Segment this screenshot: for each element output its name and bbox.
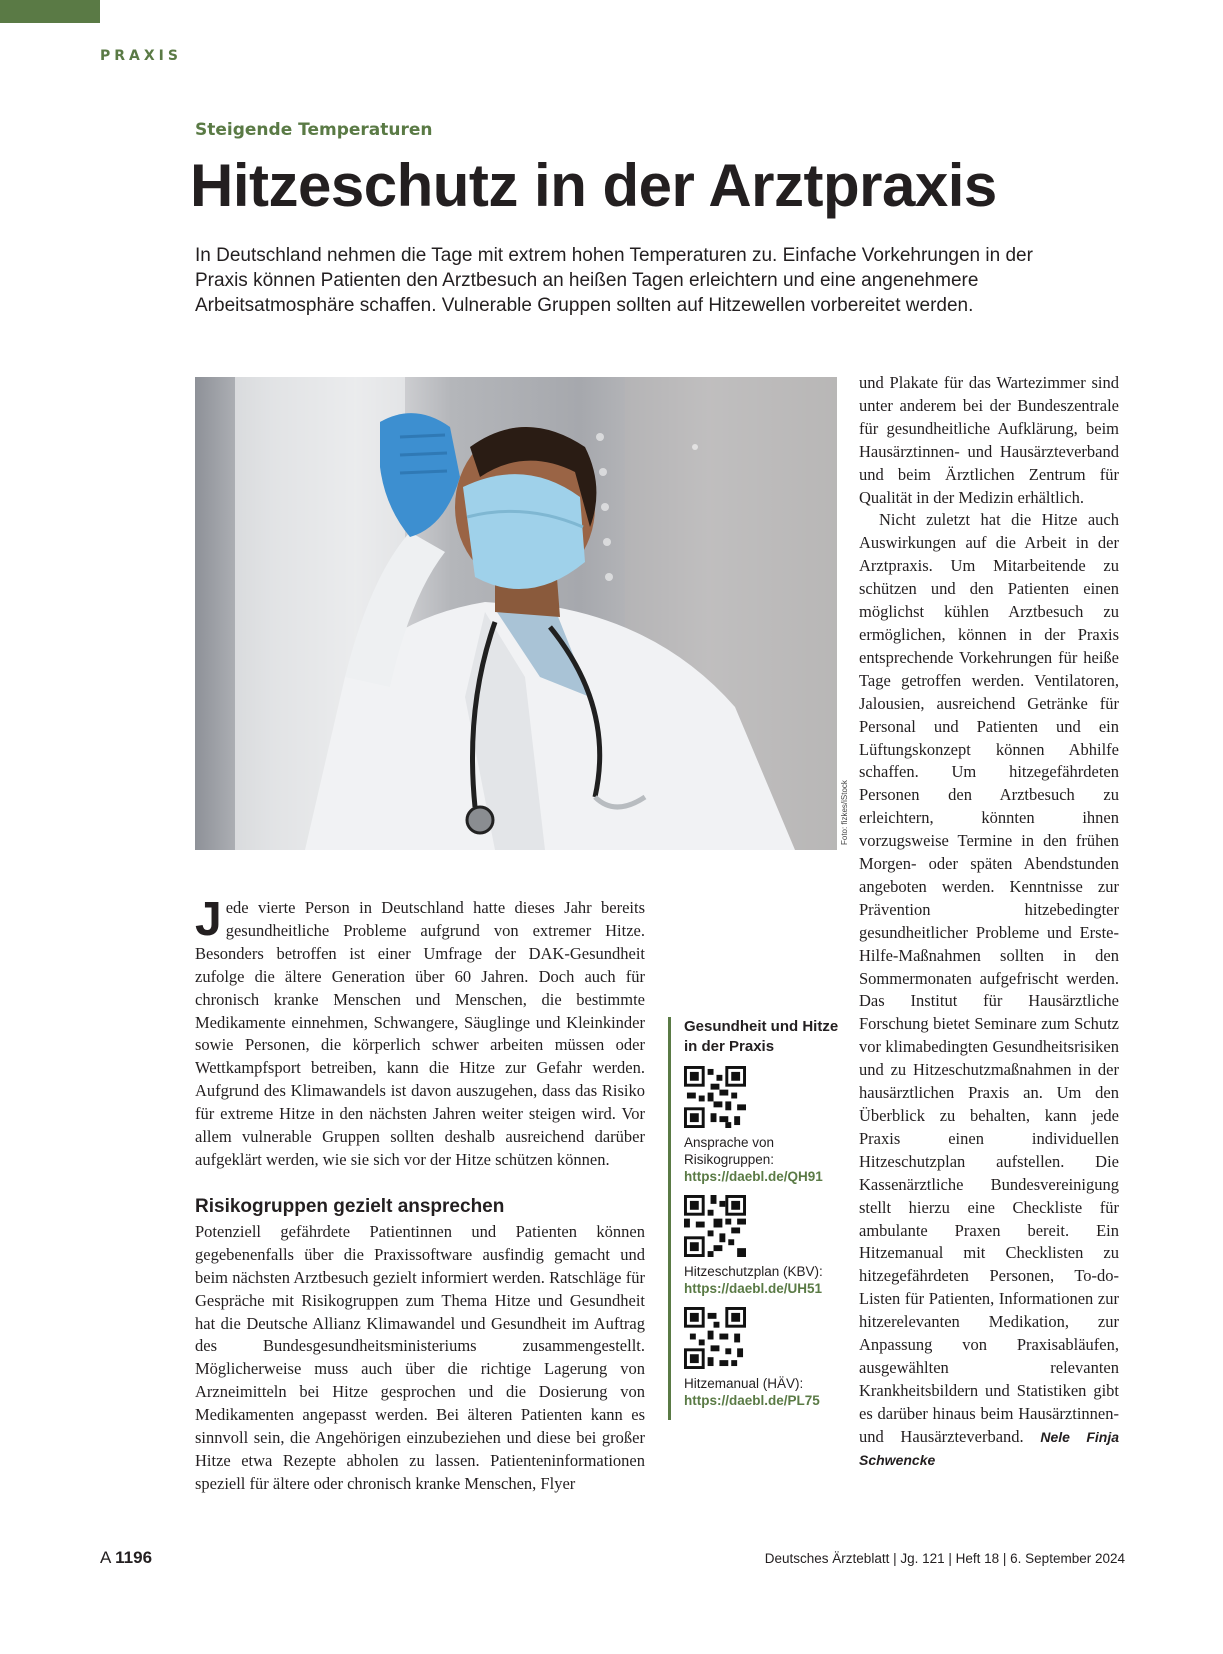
page-folio	[100, 1548, 152, 1568]
article-column-left	[195, 893, 645, 1496]
author-byline: Nele Finja Schwencke	[859, 1428, 1120, 1468]
qr-label: Ansprache von Risikogruppen:	[684, 1135, 775, 1167]
intro-paragraph-text: ede vierte Person in Deutschland hatte dieses Jahr bereits gesundheitliche Probleme aufgrund von extremer Hitze. Besonders betroffen ist einer Umfrage der DAK-Gesundheit zufolge die ältere Generation über 60 Jahren. Doch auch für chronisch kranke Menschen und Menschen, die bestimmte Medikamente einnehmen, Schwangere, Säuglinge und Kleinkinder sowie Personen, die körperlich schwer arbeiten müssen oder Wettkampfsport betreiben, kann die Hitze zur Gefahr werden. Aufgrund des Klimawandels ist davon auszugehen, dass das Risiko für extreme Hitze in den nächsten Jahren weiter steigen wird. Vor allem vulnerable Gruppen sollten deshalb ausreichend darüber aufgeklärt werden, wie sie sich vor der Hitze schützen können.	[195, 898, 645, 1169]
drop-cap: J	[195, 893, 222, 946]
article-subheading: Risikogruppen gezielt ansprechen	[195, 1195, 505, 1217]
footer-source: Deutsches Ärzteblatt | Jg. 121 | Heft 18 | 6. September 2024	[764, 1551, 1125, 1566]
section-label: PRAXIS	[100, 48, 182, 64]
photo-credit: Foto: fizkes/iStock	[840, 780, 849, 845]
qr-label: Hitzemanual (HÄV):	[684, 1376, 804, 1391]
article-column-right	[859, 372, 1119, 1472]
qr-link[interactable]: https://daebl.de/PL75	[684, 1393, 820, 1408]
body-paragraph: und Plakate für das Wartezimmer sind unter anderem bei der Bundeszentrale für gesundheitliche Aufklärung, beim Hausärztinnen- und Hausärzteverband und beim Ärztlichen Zentrum für Qualität in der Medizin erhältlich.	[859, 373, 1119, 507]
article-photo	[195, 377, 837, 850]
body-paragraph	[859, 509, 1119, 1471]
qr-code-icon[interactable]	[684, 1195, 746, 1257]
section-color-bar	[0, 0, 100, 23]
info-box	[668, 1017, 844, 1420]
doctor-illustration	[195, 377, 837, 850]
qr-code-icon[interactable]	[684, 1066, 746, 1128]
article-title: Hitzeschutz in der Arztpraxis	[190, 152, 997, 219]
info-box-title: Gesundheit und Hitze in der Praxis	[684, 1018, 839, 1055]
intro-paragraph	[195, 893, 645, 1172]
qr-label: Hitzeschutzplan (KBV):	[684, 1264, 823, 1279]
article-lede: In Deutschland nehmen die Tage mit extrem hohen Temperaturen zu. Einfache Vorkehrungen in der Praxis können Patienten den Arztbesuch an heißen Tagen erleichtern und eine angenehmere Arbeitsatmosphäre schaffen. Vulnerable Gruppen sollten auf Hitzewellen vorbereitet werden.	[195, 245, 1033, 316]
page-number: 1196	[115, 1548, 153, 1567]
article-kicker: Steigende Temperaturen	[195, 120, 433, 140]
body-paragraph: Potenziell gefährdete Patientinnen und Patienten können gegebenenfalls über die Praxissoftware ausfindig gemacht und beim nächsten Arztbesuch gezielt informiert werden. Ratschläge für Gespräche mit Risikogruppen zum Thema Hitze und Gesundheit hat die Deutsche Allianz Klimawandel und Gesundheit im Auftrag des Bundesgesundheitsministeriums zusammengestellt. Möglicherweise muss auch über die richtige Lagerung von Arzneimitteln bei Hitze gesprochen und die Dosierung von Medikamenten angepasst werden. Bei älteren Patienten kann es sinnvoll sein, die Angehörigen einzubeziehen und diese bei großer Hitze etwa Rezepte abholen zu lassen. Patienteninformationen speziell für ältere oder chronisch kranke Menschen, Flyer	[195, 1221, 645, 1493]
body-paragraph-text: Nicht zuletzt hat die Hitze auch Auswirkungen auf die Arbeit in der Arztpraxis. Um Mitarbeitende zu schützen und den Patienten einen möglichst kühlen Arztbesuch zu ermöglichen, können in der Praxis entsprechende Vorkehrungen für heiße Tage getroffen werden. Ventilatoren, Jalousien, ausreichend Getränke für Personal und Patienten und ein Lüftungskonzept können Abhilfe schaffen. Um hitzegefährdeten Personen den Arztbesuch zu erleichtern, könnten ihnen vorzugsweise Termine in den frühen Morgen- oder späten Abendstunden angeboten werden. Kenntnisse zur Prävention hitzebedingter gesundheitlicher Probleme und Erste-Hilfe-Maßnahmen sollten in den Sommermonaten aufgefrischt werden. Das Institut für Hausärztliche Forschung bietet Seminare zum Schutz vor klimabedingten Gesundheitsrisiken und zu Hitzeschutzmaßnahmen in der hausärztlichen Praxis an. Um den Überblick zu behalten, kann jede Praxis einen individuellen Hitzeschutzplan aufstellen. Die Kassenärztliche Bundesvereinigung stellt hierzu eine Checkliste für ambulante Praxen bereit. Ein Hitzemanual mit Checklisten zu hitzegefährdeten Personen, To-do-Listen für Patienten, Informationen zur hitzerelevanten Medikation, zur Anpassung von Praxisabläufen, ausgewählten relevanten Krankheitsbildern und Statistiken gibt es darüber hinaus beim Hausärztinnen- und Hausärzteverband.	[859, 510, 1119, 1446]
qr-code-icon[interactable]	[684, 1307, 746, 1369]
qr-link[interactable]: https://daebl.de/UH51	[684, 1281, 823, 1296]
page-prefix: A	[100, 1548, 111, 1567]
qr-link[interactable]: https://daebl.de/QH91	[684, 1169, 823, 1184]
